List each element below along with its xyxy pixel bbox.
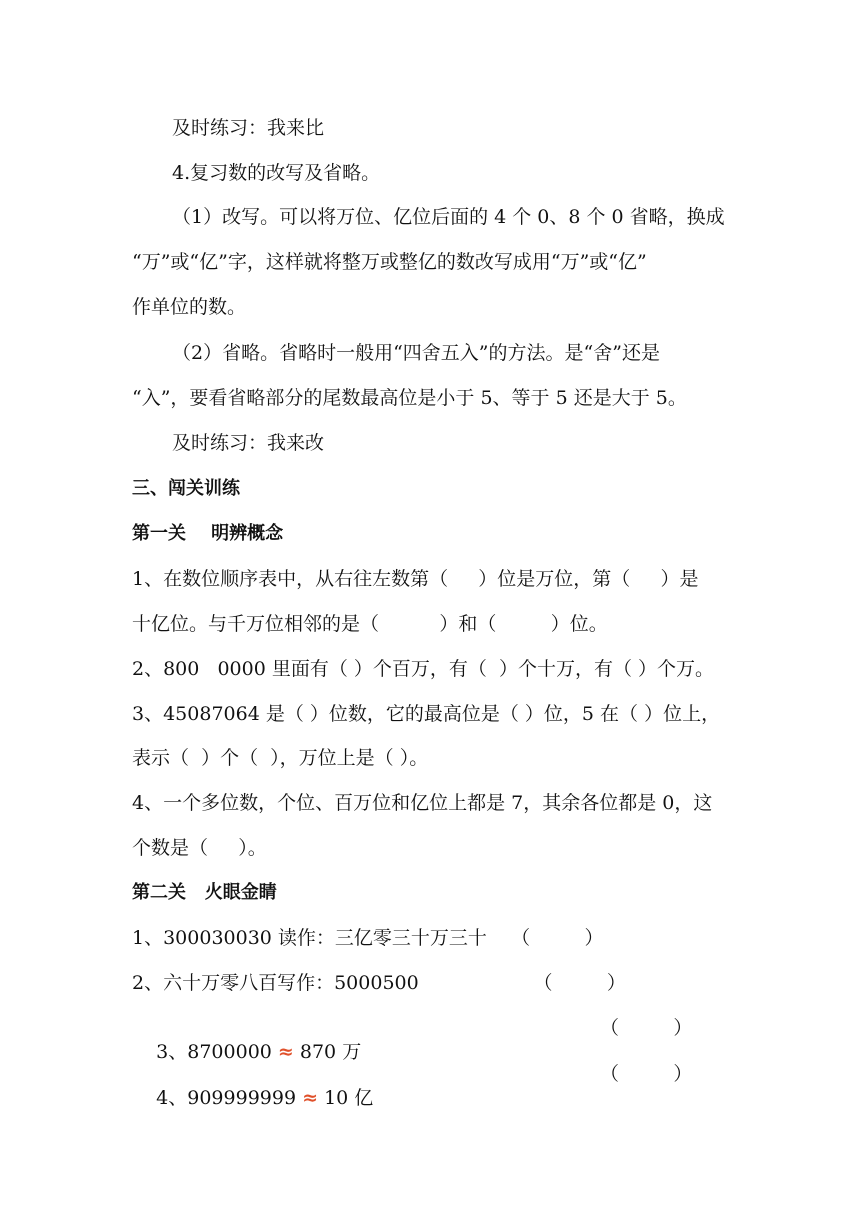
omit-paragraph-line1: （2）省略。省略时一般用“四舍五入”的方法。是“舍”还是 [172, 342, 660, 364]
rewrite-paragraph-line3: 作单位的数。 [132, 296, 247, 318]
approx-symbol: ≈ [302, 1087, 319, 1109]
level1-question1-line2: 十亿位。与千万位相邻的是（ ）和（ ）位。 [132, 613, 608, 635]
judge-item4-answer-paren: （ ） [600, 1063, 693, 1085]
rewrite-paragraph-line2: “万”或“亿”字，这样就将整万或整亿的数改写成用“万”或“亿” [132, 251, 647, 273]
level1-question4-line1: 4、一个多位数，个位、百万位和亿位上都是 7，其余各位都是 0，这 [132, 792, 713, 814]
judge-item3-left: 3、8700000 [156, 1041, 278, 1063]
judge-item1: 1、300030030 读作：三亿零三十万三十 （ ） [132, 927, 604, 949]
judge-item2: 2、六十万零八百写作：5000500 （ ） [132, 972, 626, 994]
omit-paragraph-line2: “入”，要看省略部分的尾数最高位是小于 5、等于 5 还是大于 5。 [132, 387, 687, 409]
section-heading: 三、闯关训练 [132, 478, 240, 499]
judge-item3-answer-paren: （ ） [600, 1017, 693, 1039]
level1-question1-line1: 1、在数位顺序表中，从右往左数第（ ）位是万位，第（ ）是 [132, 568, 699, 590]
judge-item4-left: 4、909999999 [156, 1087, 303, 1109]
level1-question3-line2: 表示（ ）个（ ），万位上是（ ）。 [132, 747, 429, 769]
judge-item4 [132, 1062, 373, 1134]
judge-item3-right: 870 万 [293, 1041, 362, 1063]
approx-symbol: ≈ [277, 1041, 294, 1063]
judge-item4-right: 10 亿 [318, 1087, 374, 1109]
practice-rewrite: 及时练习：我来改 [172, 432, 325, 454]
rewrite-paragraph-line1: （1）改写。可以将万位、亿位后面的 4 个 0、8 个 0 省略，换成 [172, 206, 725, 228]
level1-question3-line1: 3、45087064 是（ ）位数，它的最高位是（ ）位，5 在（ ）位上， [132, 703, 721, 725]
level1-heading: 第一关 明辨概念 [132, 523, 284, 544]
level2-heading: 第二关 火眼金睛 [132, 882, 277, 903]
level1-question4-line2: 个数是（ ）。 [132, 837, 267, 859]
review-item4-title: 4.复习数的改写及省略。 [172, 162, 381, 184]
practice-compare: 及时练习：我来比 [172, 117, 325, 139]
level1-question2: 2、800 0000 里面有（ ）个百万，有（ ）个十万，有（ ）个万。 [132, 658, 715, 680]
